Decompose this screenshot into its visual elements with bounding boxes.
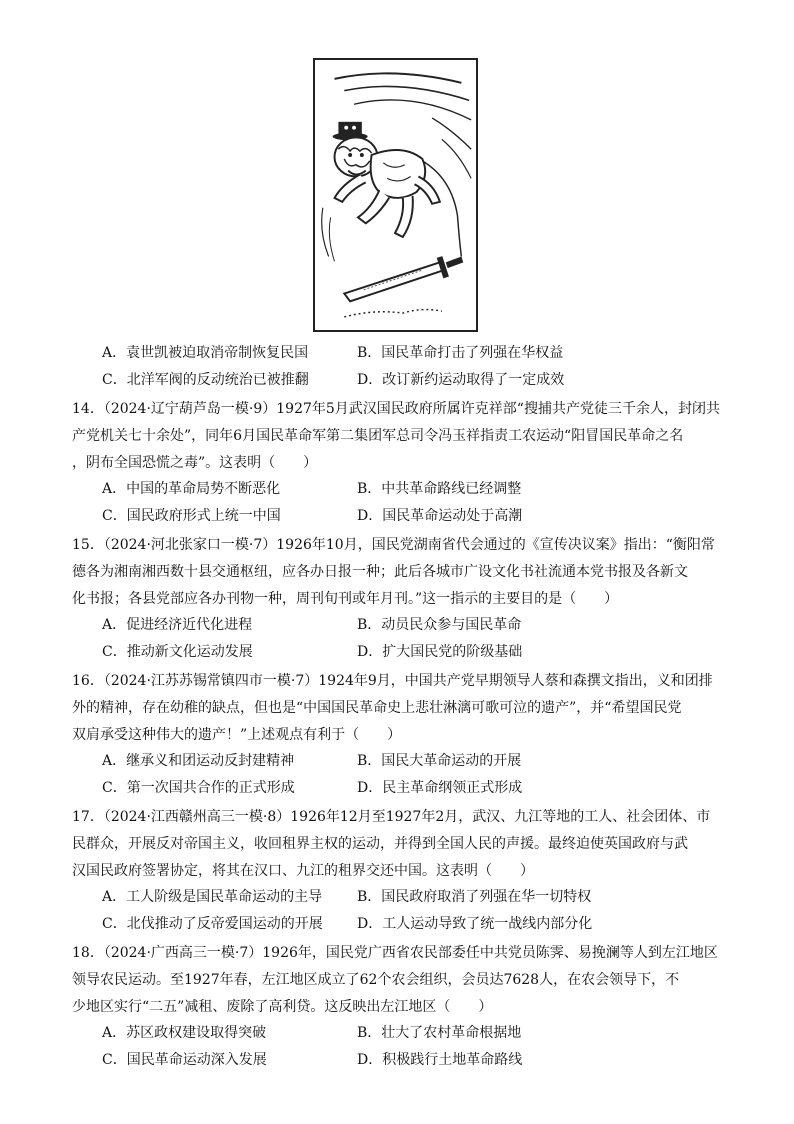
q16-option-d[interactable]: D．民主革命纲领正式形成: [357, 780, 523, 796]
q14-options-row-2: [102, 505, 742, 527]
q18-option-a[interactable]: A．苏区政权建设取得突破: [102, 1025, 267, 1041]
question-15-stem: [72, 532, 732, 613]
q14-line-3: ，阴布全国恐慌之毒”。这表明（ ）: [72, 455, 318, 471]
q13-options-row-2: [102, 369, 742, 391]
cartoon-drawing: [315, 60, 476, 330]
q17-options-row-1: [102, 886, 742, 908]
q15-option-d[interactable]: D．扩大国民党的阶级基础: [357, 644, 523, 660]
question-17-stem: [72, 804, 732, 885]
q18-option-d[interactable]: D．积极践行土地革命路线: [357, 1052, 523, 1068]
q15-line-3: 化书报；各县党部应各办刊物一种，周刊旬刊或年月刊。”这一指示的主要目的是（ ）: [72, 591, 619, 607]
q16-option-b[interactable]: B．国民大革命运动的开展: [357, 753, 522, 769]
q18-line-2: 领导农民运动。至1927年春，左江地区成立了62个农会组织，会员达7628人，在农会领导下，不: [72, 972, 680, 988]
q15-line-1: 15．（2024·河北张家口一模·7）1926年10月，国民党湖南省代会通过的《宣传决议案》指出：“衡阳常: [72, 537, 715, 553]
q14-option-c[interactable]: C．国民政府形式上统一中国: [102, 508, 281, 524]
q17-line-3: 汉国民政府签署协定，将其在汉口、九江的租界交还中国。这表明（ ）: [72, 863, 534, 879]
q14-option-b[interactable]: B．中共革命路线已经调整: [357, 481, 522, 497]
q17-options-row-2: [102, 913, 742, 935]
q17-line-2: 民群众，开展反对帝国主义，收回租界主权的运动，并得到全国人民的声援。最终迫使英国政府与武: [72, 836, 688, 852]
question-18-stem: [72, 940, 732, 1021]
cartoon-illustration: [313, 58, 478, 332]
q14-option-a[interactable]: A．中国的革命局势不断恶化: [102, 481, 281, 497]
question-16-stem: [72, 668, 732, 749]
q18-options-row-1: [102, 1022, 742, 1044]
q13-option-c[interactable]: C．北洋军阀的反动统治已被推翻: [102, 372, 309, 388]
q16-option-c[interactable]: C．第一次国共合作的正式形成: [102, 780, 295, 796]
q18-option-c[interactable]: C．国民革命运动深入发展: [102, 1052, 267, 1068]
q17-option-a[interactable]: A．工人阶级是国民革命运动的主导: [102, 889, 323, 905]
q16-line-2: 外的精神，存在幼稚的缺点，但也是“中国国民革命史上悲壮淋漓可歌可泣的遗产”，并“希望国民党: [72, 700, 682, 716]
q18-options-row-2: [102, 1049, 742, 1071]
q17-line-1: 17．（2024·江西赣州高三一模·8）1926年12月至1927年2月，武汉、九江等地的工人、社会团体、市: [72, 809, 711, 825]
q16-option-a[interactable]: A．继承义和团运动反封建精神: [102, 753, 295, 769]
q18-option-b[interactable]: B．壮大了农村革命根据地: [357, 1025, 522, 1041]
q15-option-a[interactable]: A．促进经济近代化进程: [102, 617, 253, 633]
q17-option-b[interactable]: B．国民政府取消了列强在华一切特权: [357, 889, 592, 905]
q14-options-row-1: [102, 478, 742, 500]
q15-option-c[interactable]: C．推动新文化运动发展: [102, 644, 253, 660]
q16-line-3: 双肩承受这种伟大的遗产！”上述观点有利于（ ）: [72, 727, 402, 743]
q15-option-b[interactable]: B．动员民众参与国民革命: [357, 617, 522, 633]
q13-option-a[interactable]: A．袁世凯被迫取消帝制恢复民国: [102, 345, 309, 361]
q18-line-1: 18．（2024·广西高三一模·7）1926年，国民党广西省农民部委任中共党员陈霁、易挽澜等人到左江地区: [72, 945, 718, 961]
q16-line-1: 16．（2024·江苏苏锡常镇四市一模·7）1924年9月，中国共产党早期领导人蔡和森撰文指出，义和团排: [72, 673, 713, 689]
q16-options-row-1: [102, 750, 742, 772]
q14-line-1: 14．（2024·辽宁葫芦岛一模·9）1927年5月武汉国民政府所属许克祥部“搜捕共产党徒三千余人，封闭共: [72, 401, 720, 417]
q15-options-row-2: [102, 641, 742, 663]
q14-line-2: 产党机关七十余处”，同年6月国民革命军第二集团军总司令冯玉祥指责工农运动“阳冒国民革命之名: [72, 428, 684, 444]
q14-option-d[interactable]: D．国民革命运动处于高潮: [357, 508, 523, 524]
q15-line-2: 德各为湘南湘西数十县交通枢纽，应各办日报一种；此后各城市广设文化书社流通本党书报及各新文: [72, 564, 688, 580]
q17-option-c[interactable]: C．北伐推动了反帝爱国运动的开展: [102, 916, 323, 932]
q18-line-3: 少地区实行“二五”减租、废除了高利贷。这反映出左江地区（ ）: [72, 999, 493, 1015]
q13-option-d[interactable]: D．改订新约运动取得了一定成效: [357, 372, 565, 388]
q13-options-row-1: [102, 342, 742, 364]
q13-option-b[interactable]: B．国民革命打击了列强在华权益: [357, 345, 564, 361]
q16-options-row-2: [102, 777, 742, 799]
q15-options-row-1: [102, 614, 742, 636]
question-14-stem: [72, 396, 732, 477]
q17-option-d[interactable]: D．工人运动导致了统一战线内部分化: [357, 916, 593, 932]
